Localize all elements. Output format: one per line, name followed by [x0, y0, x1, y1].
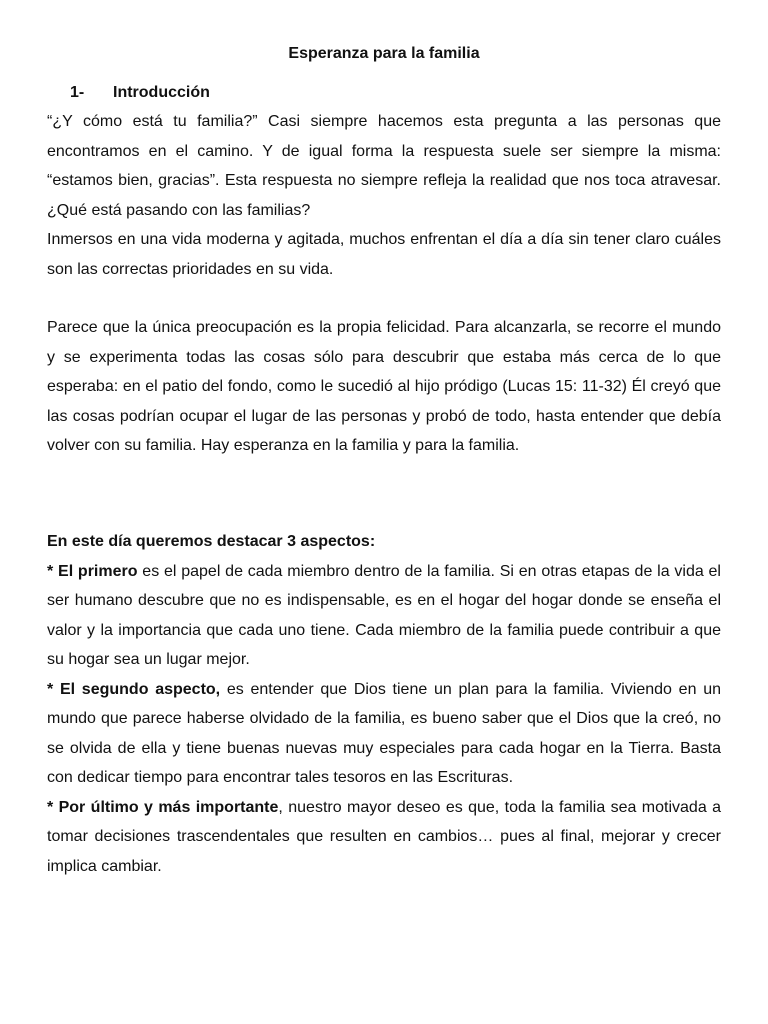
section-heading	[70, 83, 210, 103]
aspect-lead-1: * El primero	[47, 562, 138, 580]
aspect-text-2: es entender que Dios tiene un plan para la familia. Viviendo en un mundo que parece haberse olvidado de la familia, es bueno saber que el Dios que la creó, no se olvida de ella y tiene buenas nuevas muy especiales para cada hogar en la Tierra. Basta con dedicar tiempo para encontrar tales tesoros en las Escrituras.	[47, 680, 721, 786]
aspect-text-3: , nuestro mayor deseo es que, toda la familia sea motivada a tomar decisiones trascendentales que resulten en cambios… pues al final, mejorar y crecer implica cambiar.	[47, 798, 721, 875]
intro-block	[47, 107, 721, 284]
aspect-lead-3: * Por último y más importante	[47, 798, 279, 816]
aspect-item-3	[47, 793, 721, 882]
aspect-item-2	[47, 675, 721, 793]
aspect-item-1	[47, 557, 721, 675]
section-number: 1-	[70, 84, 85, 101]
aspects-block	[47, 527, 721, 881]
aspects-heading: En este día queremos destacar 3 aspectos:	[47, 533, 376, 550]
intro-paragraph-2: Inmersos en una vida moderna y agitada, muchos enfrentan el día a día sin tener claro cuáles son las correctas prioridades en su vida.	[47, 231, 721, 278]
aspect-text-1: es el papel de cada miembro dentro de la familia. Si en otras etapas de la vida el ser humano descubre que no es indispensable, es en el hogar del hogar donde se enseña el valor y la importancia que cada uno tiene. Cada miembro de la familia puede contribuir a que su hogar sea un lugar mejor.	[47, 562, 721, 668]
body-paragraph-prodigal: Parece que la única preocupación es la propia felicidad. Para alcanzarla, se recorre el mundo y se experimenta todas las cosas sólo para descubrir que estaba más cerca de lo que esperaba: en el patio del fondo, como le sucedió al hijo pródigo (Lucas 15: 11-32) Él creyó que las cosas podrían ocupar el lugar de las personas y probó de todo, hasta entender que debía volver con su familia. Hay esperanza en la familia y para la familia.	[47, 319, 721, 454]
section-title: Introducción	[113, 84, 210, 101]
aspect-lead-2: * El segundo aspecto,	[47, 680, 221, 698]
paragraph-block-2	[47, 313, 721, 461]
document-title: Esperanza para la familia	[288, 45, 480, 62]
intro-paragraph-1: “¿Y cómo está tu familia?” Casi siempre hacemos esta pregunta a las personas que encontramos en el camino. Y de igual forma la respuesta suele ser siempre la misma: “estamos bien, gracias”. Esta respuesta no siempre refleja la realidad que nos toca atravesar. ¿Qué está pasando con las familias?	[47, 113, 721, 219]
